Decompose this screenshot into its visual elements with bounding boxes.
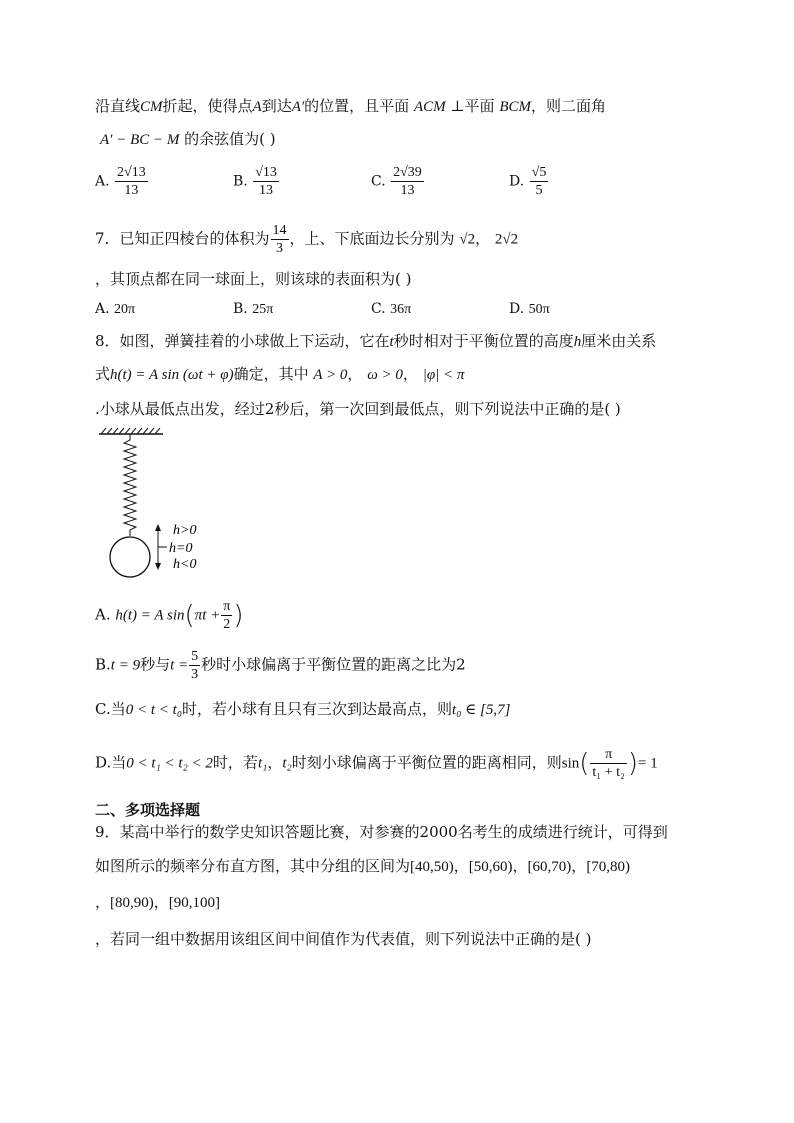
denominator: 2 <box>223 617 231 632</box>
fraction <box>253 164 279 199</box>
q9-line-4 <box>95 928 591 950</box>
volume-fraction <box>271 222 289 257</box>
numerator: 2√13 <box>117 165 146 180</box>
text: ， <box>267 753 283 772</box>
q9-line-2: 如图所示的频率分布直方图，其中分组的区间为[40,50)，[50,60)，[60,70)，[70,80) <box>95 857 631 875</box>
arrow-down-icon <box>155 563 161 570</box>
text: 式 <box>95 365 111 383</box>
option-value: 50π <box>528 302 550 317</box>
denominator: 13 <box>259 183 274 198</box>
numerator: 14 <box>272 223 287 238</box>
interval: [70,80) <box>586 859 631 875</box>
option-label: A. <box>95 301 110 317</box>
arrow-up-icon <box>155 524 161 531</box>
q8-line-2 <box>95 363 464 386</box>
text: 8．如图，弹簧挂着的小球做上下运动，它在 <box>95 332 390 350</box>
text: 当 <box>111 753 127 772</box>
text: 沿直线 <box>95 97 141 115</box>
ball <box>110 537 150 577</box>
spring-figure <box>95 426 255 586</box>
denominator: 3 <box>191 667 199 682</box>
math-t: t <box>389 334 394 350</box>
math-result: t₀ ∈ [5,7] <box>452 702 511 718</box>
math-bcm: BCM <box>499 99 531 115</box>
math-t1: t = 9 <box>110 657 141 674</box>
math-cm: CM <box>140 99 163 115</box>
q9-line-3: ，[80,90)，[90,100] <box>95 893 221 911</box>
denominator: t₁ + t₂ <box>592 765 625 780</box>
text: 当 <box>110 700 126 718</box>
math-cond-omega: ω > 0 <box>367 367 403 383</box>
fraction <box>189 648 200 683</box>
q6-option-c <box>371 164 425 199</box>
edge-bottom: 2√2 <box>494 231 519 248</box>
text: 平面 <box>464 97 495 115</box>
numerator: π <box>590 746 626 764</box>
q8-option-b <box>95 648 466 683</box>
interval: [40,50) <box>410 859 454 875</box>
label-h-zero: h=0 <box>169 541 193 556</box>
denominator: 3 <box>276 241 284 256</box>
math-a: A <box>252 99 262 115</box>
math-sin: sin <box>561 755 580 772</box>
option-label: B. <box>233 173 248 190</box>
q8-option-d <box>95 746 658 781</box>
numerator: 5 <box>191 649 199 664</box>
text: 秒时小球偏离于平衡位置的距离之比为2 <box>201 655 466 674</box>
section-title <box>95 799 200 821</box>
numerator: √5 <box>531 165 547 180</box>
paren-right: ) <box>627 748 639 779</box>
text: 的位置，且平面 <box>304 97 410 115</box>
edge-top: √2 <box>459 231 476 248</box>
text: ，则二面角 <box>531 97 607 115</box>
option-label: C. <box>95 700 111 718</box>
text: 如图所示的频率分布直方图，其中分组的区间为 <box>95 857 411 875</box>
interval: [90,100] <box>168 895 221 911</box>
math-equals: = 1 <box>638 755 658 772</box>
text: 厘米由关系 <box>581 332 657 350</box>
numerator: √13 <box>255 165 277 180</box>
paren-left: ( <box>579 748 590 779</box>
q7-option-c <box>371 298 411 321</box>
option-value: 25π <box>252 302 274 317</box>
math-t2: t₂ <box>282 755 292 772</box>
denominator: 13 <box>400 183 415 198</box>
interval: [60,70) <box>527 859 572 875</box>
q8-option-a <box>95 598 244 633</box>
fraction <box>221 598 232 633</box>
math-t1: t₁ <box>257 755 268 772</box>
q6-line-1 <box>95 95 606 118</box>
fraction <box>530 164 549 199</box>
option-label: C. <box>371 301 386 317</box>
fraction <box>590 746 626 781</box>
math-a-prime: A′ <box>291 99 305 115</box>
q8-line-3 <box>95 398 621 420</box>
q6-line-2 <box>100 128 276 151</box>
q6-option-b <box>233 164 280 199</box>
text: 秒与 <box>140 655 171 674</box>
q9-line-1 <box>95 821 668 843</box>
text: 9．某高中举行的数学史知识答题比赛，对参赛的2000名考生的成绩进行统计，可得到 <box>95 823 668 841</box>
denominator: 13 <box>124 183 139 198</box>
q7-option-a <box>95 298 135 321</box>
denominator: 5 <box>535 183 543 198</box>
q7-line-2 <box>95 268 411 290</box>
q6-option-d <box>509 164 549 199</box>
perp-symbol: ⊥ <box>450 99 465 115</box>
numerator: 2√39 <box>393 165 422 180</box>
fraction <box>115 164 148 199</box>
text: 折起，使得点 <box>162 97 253 115</box>
paren-left: ( <box>184 600 195 631</box>
math-formula: h(t) = A sin (ωt + φ) <box>110 367 234 383</box>
option-label: C. <box>371 173 386 190</box>
text: ， <box>475 229 491 248</box>
text: 秒时相对于平衡位置的高度 <box>393 332 574 350</box>
option-label: A. <box>95 605 111 624</box>
spring <box>124 434 136 536</box>
option-label: D. <box>509 301 525 317</box>
q6-option-a <box>95 164 149 199</box>
option-label: B. <box>233 301 248 317</box>
math-cond: 0 < t₁ < t₂ < 2 <box>126 755 213 772</box>
section-title-text: 二、多项选择题 <box>95 801 201 819</box>
numerator: π <box>223 599 231 614</box>
text: 时，若 <box>212 753 258 772</box>
math-cond: 0 < t < t₀ <box>125 702 183 718</box>
text: ，上、下底面边长分别为 <box>289 229 455 248</box>
option-label: A. <box>95 173 110 190</box>
text: ， <box>95 893 111 911</box>
q7-option-b <box>233 298 273 321</box>
text: ，若同一组中数据用该组区间中间值作为代表值，则下列说法中正确的是( ) <box>95 930 592 948</box>
q7-line-1 <box>95 222 518 257</box>
text: 7．已知正四棱台的体积为 <box>95 229 270 248</box>
math-expr: πt + <box>194 607 221 624</box>
math-t2: t = <box>170 657 189 674</box>
math-expr: h(t) = A sin <box>115 607 185 624</box>
q8-line-1 <box>95 330 656 353</box>
math-cond-phi: |φ| < π <box>422 367 465 383</box>
interval: [80,90) <box>110 895 154 911</box>
option-value: 20π <box>114 302 136 317</box>
math-cond-a: A > 0 <box>313 367 348 383</box>
option-value: 36π <box>390 302 412 317</box>
text: .小球从最低点出发，经过2秒后，第一次回到最低点，则下列说法中正确的是( ) <box>95 400 621 418</box>
label-h-positive: h>0 <box>173 523 197 538</box>
math-dihedral: A′ − BC − M <box>100 132 180 148</box>
label-h-negative: h<0 <box>173 557 197 572</box>
option-label: D. <box>95 753 112 772</box>
text: ， <box>402 365 418 383</box>
text: ，其顶点都在同一球面上，则该球的表面积为( ) <box>95 270 412 288</box>
fraction <box>391 164 424 199</box>
math-acm: ACM <box>413 99 446 115</box>
text: ， <box>347 365 363 383</box>
text: 的余弦值为( ) <box>184 130 276 148</box>
text: 到达 <box>261 97 292 115</box>
math-h: h <box>573 334 582 350</box>
text: 时，若小球有且只有三次到达最高点，则 <box>182 700 453 718</box>
paren-right: ) <box>233 600 244 631</box>
text: 时刻小球偏离于平衡位置的距离相同，则 <box>291 753 562 772</box>
option-label: B. <box>95 655 111 674</box>
text: 确定，其中 <box>233 365 309 383</box>
q7-option-d <box>509 298 550 321</box>
q8-option-c <box>95 698 510 721</box>
option-label: D. <box>509 173 525 190</box>
ceiling-hatch <box>101 428 160 434</box>
interval: [50,60) <box>468 859 513 875</box>
